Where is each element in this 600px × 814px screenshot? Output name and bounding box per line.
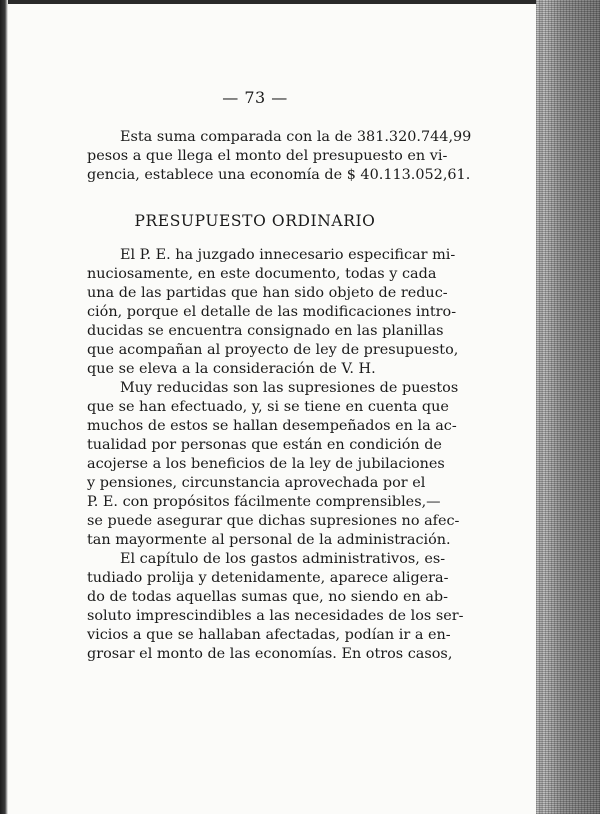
body-line: ción, porque el detalle de las modificaciones intro- <box>87 304 457 320</box>
section-heading: PRESUPUESTO ORDINARIO <box>134 212 376 230</box>
body-line: P. E. con propósitos fácilmente comprensibles,— <box>87 494 441 510</box>
body-line: ducidas se encuentra consignado en las planillas <box>87 323 444 339</box>
intro-line: gencia, establece una economía de $ 40.113.052,61. <box>87 167 471 183</box>
body-line: tudiado prolija y detenidamente, aparece aligera- <box>87 570 449 586</box>
body-line: nuciosamente, en este documento, todas y cada <box>87 266 437 282</box>
page-number: — 73 — <box>222 88 288 107</box>
body-line: tan mayormente al personal de la administración. <box>87 532 451 548</box>
body-line: Muy reducidas son las supresiones de puestos <box>120 380 459 396</box>
body-line: El P. E. ha juzgado innecesario especificar mi- <box>120 247 456 263</box>
page-edge-texture <box>536 0 600 814</box>
intro-line: Esta suma comparada con la de 381.320.744,99 <box>120 129 472 145</box>
page-top-shadow <box>0 0 540 4</box>
body-line: que se eleva a la consideración de V. H. <box>87 361 376 377</box>
body-line: y pensiones, circunstancia aprovechada por el <box>87 475 426 491</box>
body-line: do de todas aquellas sumas que, no siendo en ab- <box>87 589 448 605</box>
body-text <box>87 246 464 664</box>
intro-paragraph <box>87 128 472 185</box>
body-line: grosar el monto de las economías. En otros casos, <box>87 646 453 662</box>
body-line: que acompañan al proyecto de ley de presupuesto, <box>87 342 459 358</box>
body-line: acojerse a los beneficios de la ley de jubilaciones <box>87 456 445 472</box>
body-line: que se han efectuado, y, si se tiene en cuenta que <box>87 399 449 415</box>
body-line: se puede asegurar que dichas supresiones no afec- <box>87 513 460 529</box>
page-gutter-shadow <box>0 0 8 814</box>
body-line: vicios a que se hallaban afectadas, podían ir a en- <box>87 627 451 643</box>
page-edge-fade <box>536 0 542 814</box>
body-line: una de las partidas que han sido objeto de reduc- <box>87 285 448 301</box>
intro-line: pesos a que llega el monto del presupuesto en vi- <box>87 148 448 164</box>
body-line: El capítulo de los gastos administrativos, es- <box>120 551 446 567</box>
body-line: muchos de estos se hallan desempeñados en la ac- <box>87 418 457 434</box>
body-line: soluto imprescindibles a las necesidades de los ser- <box>87 608 464 624</box>
body-line: tualidad por personas que están en condición de <box>87 437 442 453</box>
